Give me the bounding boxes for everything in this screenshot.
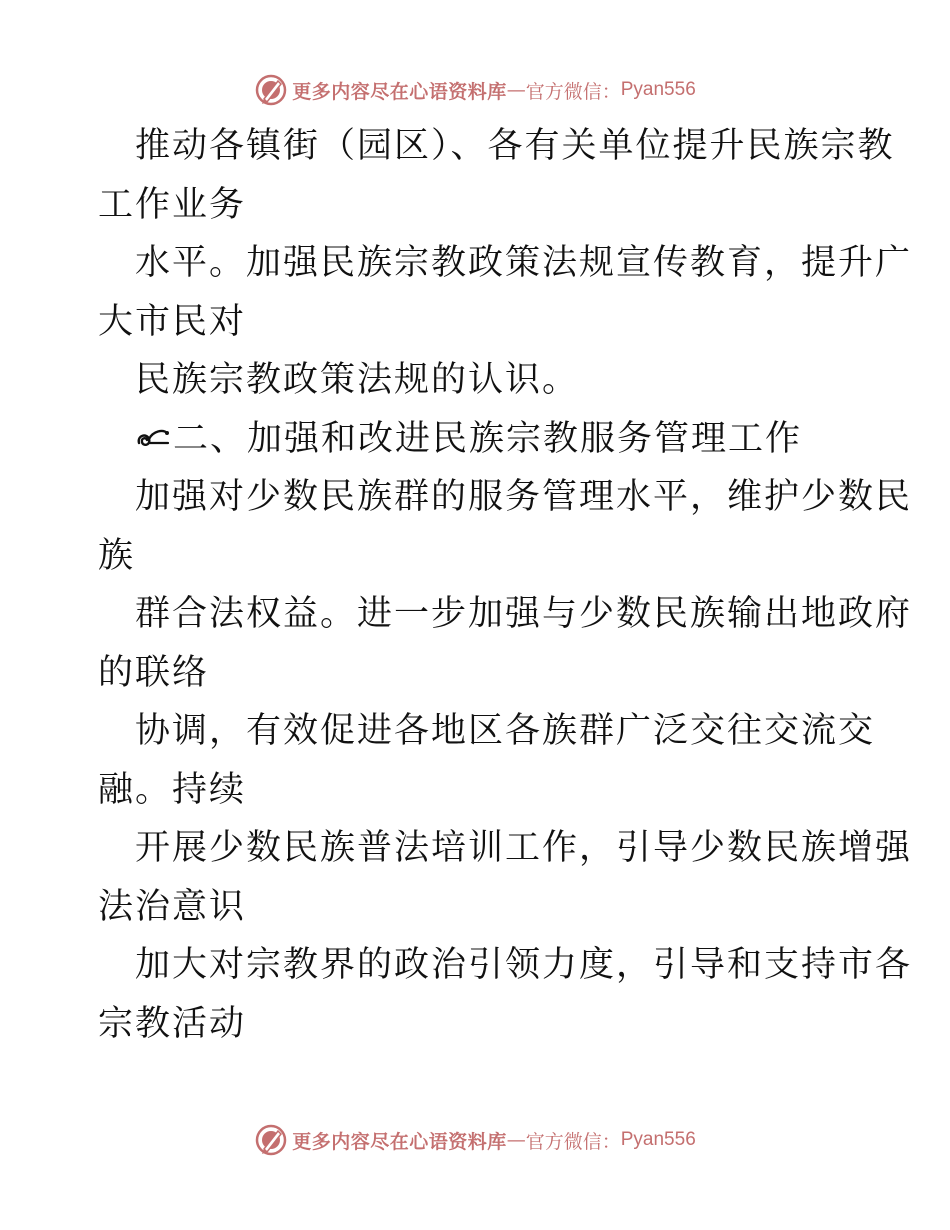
paragraph-line: 加大对宗教界的政治引领力度，引导和支持市各	[135, 945, 913, 985]
section-heading-text: 二、加强和改进民族宗教服务管理工作	[173, 418, 803, 459]
footer-watermark	[0, 1120, 950, 1160]
watermark-main-text: 更多内容尽在心语资料库	[292, 80, 507, 103]
document-body	[98, 117, 913, 1053]
paragraph-line: 工作业务	[98, 184, 247, 225]
watermark-dash: —	[506, 79, 526, 101]
watermark-dash: —	[506, 1129, 526, 1151]
pen-logo-icon	[254, 1123, 288, 1157]
watermark-wechat-label: 官方微信：	[525, 1130, 621, 1153]
watermark-wechat-id: Pyan556	[620, 79, 696, 100]
section-heading	[98, 410, 858, 469]
scroll-ornament-icon	[135, 413, 171, 443]
header-watermark	[0, 70, 950, 110]
paragraph-line: 法治意识	[98, 886, 247, 927]
paragraph-line: 宗教活动	[98, 1003, 247, 1044]
paragraph-line: 水平。加强民族宗教政策法规宣传教育，提升广	[135, 243, 913, 283]
paragraph-line: 的联络	[98, 652, 210, 693]
paragraph-line: 协调，有效促进各地区各族群广泛交往交流交	[135, 711, 876, 751]
watermark-wechat-label: 官方微信：	[525, 80, 621, 103]
paragraph-line: 民族宗教政策法规的认识。	[135, 360, 580, 400]
paragraph-line: 开展少数民族普法培训工作，引导少数民族增强	[135, 828, 913, 868]
paragraph-line: 加强对少数民族群的服务管理水平，维护少数民	[135, 477, 913, 517]
paragraph-line: 推动各镇街（园区）、各有关单位提升民族宗教	[135, 126, 895, 166]
paragraph-line: 大市民对	[98, 301, 247, 342]
paragraph-line: 族	[98, 535, 136, 576]
paragraph-line: 群合法权益。进一步加强与少数民族输出地政府	[135, 594, 913, 634]
paragraph-line: 融。持续	[98, 769, 247, 810]
pen-logo-icon	[254, 73, 288, 107]
watermark-main-text: 更多内容尽在心语资料库	[292, 1130, 507, 1153]
watermark-wechat-id: Pyan556	[620, 1129, 696, 1150]
